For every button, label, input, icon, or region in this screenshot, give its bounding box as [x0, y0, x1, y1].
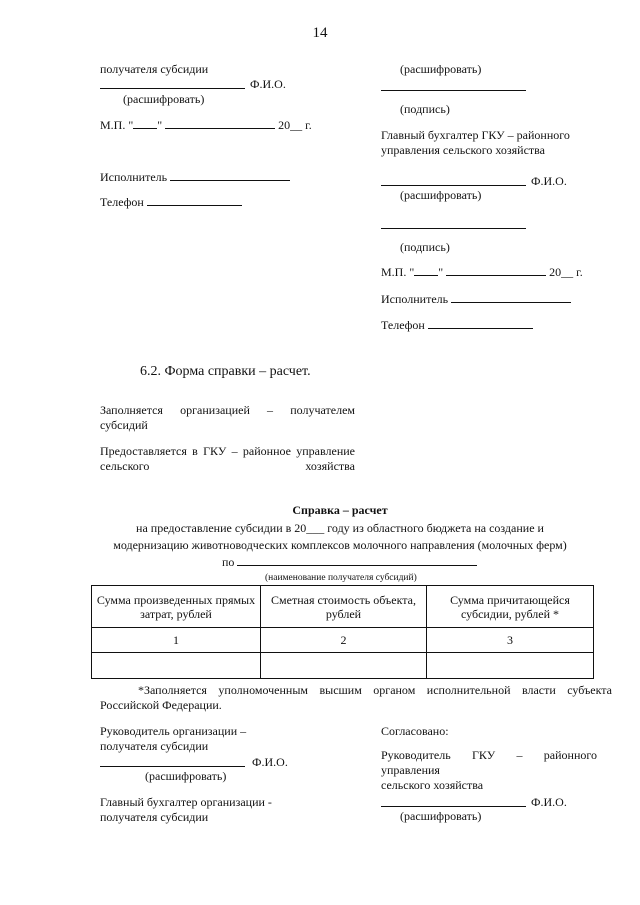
signature-line	[381, 806, 526, 807]
chief-accountant-label: Главный бухгалтер ГКУ – районного	[381, 128, 570, 142]
page-number: 14	[312, 25, 328, 41]
form-subtitle: на предоставление субсидии в 20___ году из областного бюджета на создание и	[136, 521, 544, 535]
submitted-to-note: Предоставляется в ГКУ – районное управление сельского хозяйства	[100, 444, 355, 473]
table-header: Сметная стоимость объекта, рублей	[261, 586, 427, 628]
table-cell[interactable]	[92, 653, 261, 679]
recipient-field: по	[222, 555, 477, 569]
form-subtitle: модернизацию животноводческих комплексов молочного направления (молочных ферм)	[113, 538, 567, 552]
decipher-label: (расшифровать)	[145, 769, 227, 783]
signature-line	[100, 766, 245, 767]
signature-caption: (подпись)	[400, 240, 450, 254]
table-cell[interactable]	[427, 653, 594, 679]
table-cell: 1	[92, 628, 261, 653]
signature-line	[381, 185, 526, 186]
footnote: *Заполняется уполномоченным высшим органом исполнительной власти субъекта Российской Федерации.	[100, 683, 612, 712]
table-cell[interactable]	[261, 653, 427, 679]
fio-label: Ф.И.О.	[252, 755, 288, 769]
fio-label: Ф.И.О.	[531, 174, 567, 188]
decipher-label: (расшифровать)	[400, 62, 482, 76]
signature-line	[381, 228, 526, 229]
signature-line	[381, 90, 526, 91]
subsidy-table	[91, 585, 594, 679]
decipher-label: (расшифровать)	[400, 809, 482, 823]
chief-accountant-label: получателя субсидии	[100, 810, 209, 824]
executor-label: Исполнитель	[100, 170, 290, 184]
filled-by-note: Заполняется организацией – получателем субсидий	[100, 403, 355, 432]
phone-label: Телефон	[100, 195, 242, 209]
head-label: Руководитель организации –	[100, 724, 247, 738]
phone-label: Телефон	[381, 318, 533, 332]
mp-line: М.П. " " 20__ г.	[381, 265, 583, 279]
table-cell: 3	[427, 628, 594, 653]
fio-label: Ф.И.О.	[531, 795, 567, 809]
table-header: Сумма причитающейся субсидии, рублей *	[427, 586, 594, 628]
head-label: сельского хозяйства	[381, 778, 484, 792]
section-title: 6.2. Форма справки – расчет.	[140, 364, 311, 379]
form-title: Справка – расчет	[292, 503, 388, 517]
table-cell: 2	[261, 628, 427, 653]
recipient-label: получателя субсидии	[100, 62, 209, 76]
chief-accountant-label: управления сельского хозяйства	[381, 143, 545, 157]
head-label: управления	[381, 763, 440, 777]
table-header: Сумма произведенных прямых затрат, рублей	[92, 586, 261, 628]
agreed-label: Согласовано:	[381, 724, 449, 738]
chief-accountant-label: Главный бухгалтер организации -	[100, 795, 272, 809]
recipient-caption: (наименование получателя субсидий)	[265, 573, 417, 583]
decipher-label: (расшифровать)	[400, 188, 482, 202]
head-label: получателя субсидии	[100, 739, 209, 753]
signature-caption: (подпись)	[400, 102, 450, 116]
executor-label: Исполнитель	[381, 292, 571, 306]
decipher-label: (расшифровать)	[123, 92, 205, 106]
head-label: Руководитель ГКУ – районного	[381, 748, 597, 762]
signature-line	[100, 88, 245, 89]
fio-label: Ф.И.О.	[250, 77, 286, 91]
mp-line: М.П. " " 20__ г.	[100, 118, 312, 132]
